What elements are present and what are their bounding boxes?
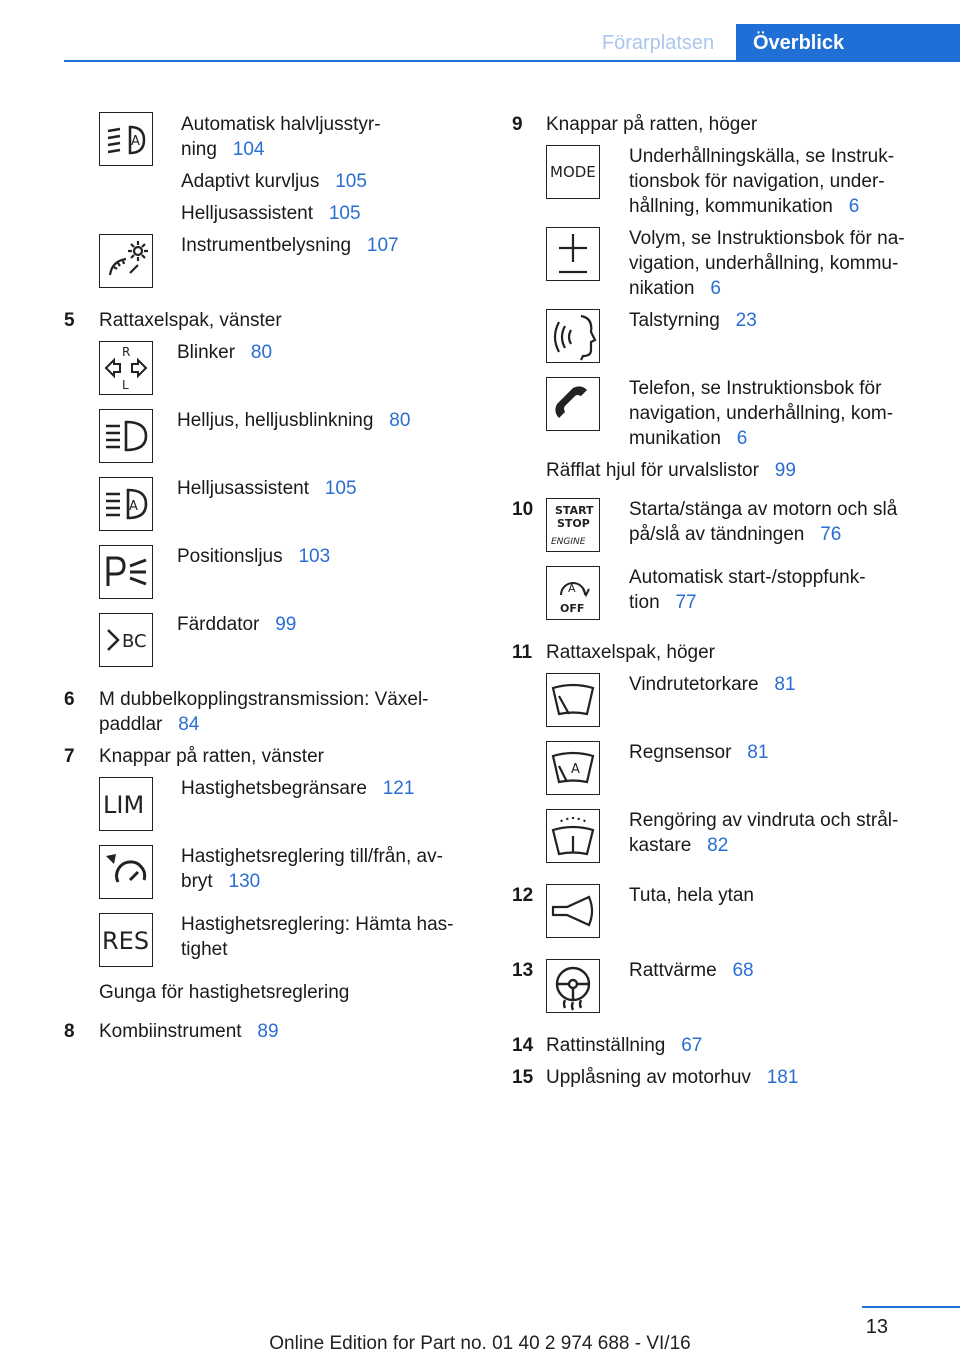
rain-sensor-icon <box>546 741 600 795</box>
speed-limiter-icon <box>99 777 153 831</box>
item-title: Upplåsning av motorhuv <box>546 1067 751 1088</box>
turn-signal-icon <box>99 341 153 395</box>
page-link[interactable]: 121 <box>382 778 415 799</box>
horn-label: Tuta, hela ytan <box>629 885 754 906</box>
item-title: Rattaxelspak, vänster <box>99 310 282 331</box>
page-link[interactable]: 68 <box>732 960 754 981</box>
page-link[interactable]: 99 <box>774 460 796 481</box>
svg-text:ENGINE: ENGINE <box>551 537 586 547</box>
svg-text:L: L <box>122 378 129 392</box>
edition-footer: Online Edition for Part no. 01 40 2 974 688 - VI/16 <box>269 1333 691 1354</box>
header-rule <box>64 60 960 62</box>
page-link[interactable]: 89 <box>257 1021 279 1042</box>
parking-light-label: Positionsljus <box>177 546 283 567</box>
high-beam-label: Helljus, helljusblinkning <box>177 410 374 431</box>
speed-limiter-label: Hastighetsbegränsare <box>181 778 367 799</box>
adaptive-curve-light-label: Adaptivt kurvljus <box>181 171 320 192</box>
item-title: Rattaxelspak, höger <box>546 642 715 663</box>
cruise-control-label: Hastighetsreglering till/från, av- <box>181 846 443 867</box>
page-link[interactable]: 67 <box>681 1035 703 1056</box>
item-number: 11 <box>512 642 533 663</box>
volume-icon <box>546 227 600 281</box>
svg-text:RES: RES <box>102 927 150 955</box>
parking-light-icon <box>99 545 153 599</box>
footer-rule <box>862 1306 960 1308</box>
resume-speed-label: Hastighetsreglering: Hämta has- <box>181 914 454 935</box>
washer-icon <box>546 809 600 863</box>
page-link[interactable]: 105 <box>324 478 357 499</box>
page-link[interactable]: 84 <box>178 714 200 735</box>
svg-text:OFF: OFF <box>560 602 585 615</box>
section-tab-overblick[interactable]: Överblick <box>736 24 960 62</box>
svg-text:A: A <box>129 499 138 514</box>
page-link[interactable]: 23 <box>735 310 757 331</box>
instrument-lighting-icon <box>99 234 153 288</box>
cruise-rocker-label: Gunga för hastighetsreglering <box>99 982 350 1003</box>
svg-text:LIM: LIM <box>103 791 145 819</box>
page-link[interactable]: 81 <box>747 742 769 763</box>
svg-text:A: A <box>131 134 140 149</box>
page-link[interactable]: 6 <box>710 278 721 299</box>
auto-low-beam-label: Automatisk halvljusstyr- <box>181 114 381 135</box>
item-number: 12 <box>512 885 534 906</box>
item-title: Knappar på ratten, vänster <box>99 746 324 767</box>
page-link[interactable]: 77 <box>675 592 697 613</box>
svg-text:A: A <box>568 582 576 595</box>
start-stop-label: Starta/stänga av motorn och slå <box>629 499 898 520</box>
horn-icon <box>546 884 600 938</box>
auto-low-beam-icon <box>99 112 153 166</box>
svg-text:START: START <box>555 504 594 517</box>
page-link[interactable]: 105 <box>335 171 367 192</box>
page-link[interactable]: 105 <box>328 203 361 224</box>
voice-control-icon <box>546 309 600 363</box>
svg-text:BC: BC <box>122 631 147 652</box>
mode-button-icon <box>546 145 600 199</box>
trip-computer-icon <box>99 613 153 667</box>
item-number: 5 <box>64 310 75 331</box>
item-title: Kombiinstrument <box>99 1021 242 1042</box>
page-link[interactable]: 107 <box>366 235 399 256</box>
auto-start-stop-icon <box>546 566 600 620</box>
item-number: 6 <box>64 689 75 710</box>
start-stop-engine-icon <box>546 498 600 552</box>
page-link[interactable]: 104 <box>232 139 265 160</box>
page-link[interactable]: 6 <box>848 196 860 217</box>
svg-text:STOP: STOP <box>557 517 590 530</box>
page-link[interactable]: 80 <box>250 342 273 363</box>
high-beam-icon <box>99 409 153 463</box>
section-tab-forarplatsen[interactable]: Förarplatsen <box>601 31 715 54</box>
washer-label: Rengöring av vindruta och strål- <box>629 810 899 831</box>
page-number: 13 <box>865 1316 888 1338</box>
high-beam-assist-label: Helljusassistent <box>177 478 309 499</box>
svg-text:A: A <box>571 762 580 777</box>
voice-control-label: Talstyrning <box>629 310 720 331</box>
instrument-lighting-label: Instrumentbelysning <box>181 235 352 256</box>
page-link[interactable]: 99 <box>275 614 297 635</box>
item-title: Knappar på ratten, höger <box>546 114 758 135</box>
item-number: 9 <box>512 114 523 135</box>
page-link[interactable]: 130 <box>228 871 261 892</box>
svg-text:MODE: MODE <box>550 163 596 181</box>
page-link[interactable]: 103 <box>298 546 331 567</box>
entertainment-source-label: Underhållningskälla, se Instruk- <box>629 146 895 167</box>
page-link[interactable]: 6 <box>736 428 748 449</box>
item-number: 7 <box>64 746 75 767</box>
item-title: M dubbelkopplingstransmission: Växel- <box>99 689 429 710</box>
rain-sensor-label: Regnsensor <box>629 742 732 763</box>
high-beam-assist-icon <box>99 477 153 531</box>
resume-speed-icon <box>99 913 153 967</box>
cruise-control-icon <box>99 845 153 899</box>
thumbwheel-label: Räfflat hjul för urvalslistor <box>546 460 759 481</box>
page-link[interactable]: 81 <box>774 674 796 695</box>
item-number: 15 <box>512 1067 534 1088</box>
item-number: 14 <box>512 1035 534 1056</box>
page-link[interactable]: 181 <box>766 1067 799 1088</box>
item-number: 10 <box>512 499 534 520</box>
high-beam-assist-label: Helljusassistent <box>181 203 313 224</box>
item-number: 13 <box>512 960 534 981</box>
wiper-icon <box>546 673 600 727</box>
phone-label: Telefon, se Instruktionsbok för <box>629 378 882 399</box>
item-title: Rattinställning <box>546 1035 666 1056</box>
auto-start-stop-label: Automatisk start-/stoppfunk- <box>629 567 866 588</box>
volume-label: Volym, se Instruktionsbok för na- <box>629 228 905 249</box>
item-number: 8 <box>64 1021 75 1042</box>
steering-wheel-heating-icon <box>546 959 600 1013</box>
steering-heat-label: Rattvärme <box>629 960 717 981</box>
page-link[interactable]: 82 <box>707 835 729 856</box>
svg-text:R: R <box>122 345 131 359</box>
turn-signal-label: Blinker <box>177 342 236 363</box>
page-link[interactable]: 76 <box>820 524 842 545</box>
page-link[interactable]: 80 <box>389 410 411 431</box>
phone-icon <box>546 377 600 431</box>
wiper-label: Vindrutetorkare <box>629 674 759 695</box>
trip-computer-label: Färddator <box>177 614 260 635</box>
